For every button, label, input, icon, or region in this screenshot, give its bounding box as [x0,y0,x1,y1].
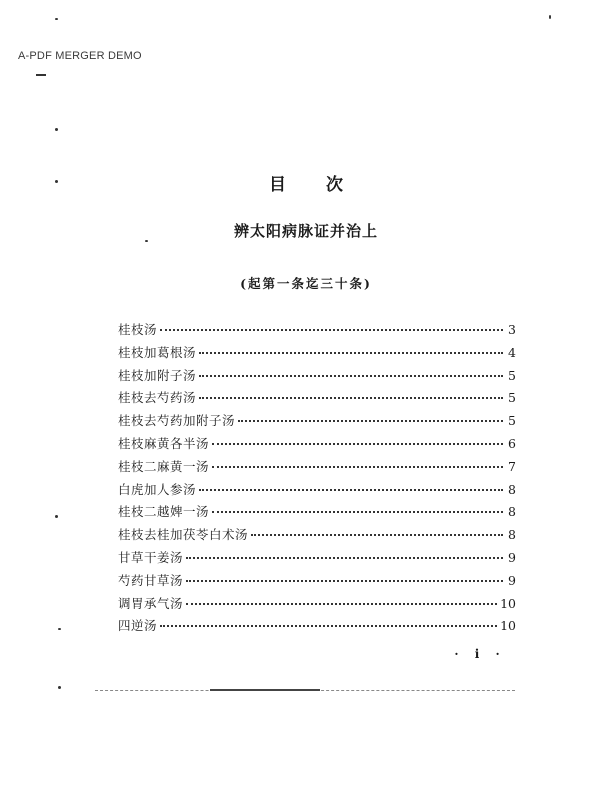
toc-entry-page: 7 [508,458,516,474]
scan-speck [58,628,61,630]
dot-leader [199,352,503,354]
toc-entry[interactable] [118,593,516,616]
dot-leader [186,603,497,605]
page-number: · i · [454,647,506,661]
toc-entry-page: 10 [500,595,516,611]
toc-entry-title: 调胃承气汤 [118,595,184,611]
dot-leader [212,511,503,513]
dot-leader [199,375,503,377]
toc-entry-title: 白虎加人参汤 [118,481,197,497]
toc-entry[interactable] [118,570,516,593]
toc-entry[interactable] [118,433,516,456]
toc-entry-page: 5 [508,413,516,429]
toc-entry-title: 桂枝麻黄各半汤 [118,435,210,451]
dot-leader [212,443,503,445]
scan-speck [55,128,58,131]
dot-leader [160,625,497,627]
footer-rule-dark [210,689,320,691]
toc-entry[interactable] [118,410,516,433]
toc-entry-title: 桂枝加附子汤 [118,367,197,383]
scan-speck [55,18,58,20]
toc-entry-title: 桂枝汤 [118,322,158,337]
toc-entry-page: 6 [508,435,516,451]
dot-leader [251,534,503,536]
toc-entry-page: 9 [508,572,516,588]
toc-entry[interactable] [118,501,516,524]
table-of-contents [118,319,516,638]
page-title: 目次 [269,175,383,195]
dot-leader [212,466,503,468]
toc-entry-title: 桂枝二越婢一汤 [118,504,210,520]
section-heading: 辨太阳病脉证并治上 [233,222,378,240]
toc-entry-page: 3 [508,322,516,337]
scan-speck [58,686,61,689]
toc-entry[interactable] [118,365,516,388]
toc-entry-page: 4 [508,344,516,360]
toc-entry-page: 10 [500,618,516,634]
toc-entry-page: 5 [508,390,516,406]
scan-speck [549,15,551,19]
toc-entry-page: 8 [508,481,516,497]
watermark-text: A-PDF MERGER DEMO [18,50,142,62]
toc-entry[interactable] [118,615,516,638]
dot-leader [160,329,503,331]
toc-entry-title: 甘草干姜汤 [118,549,184,565]
section-subheading: (起第一条迄三十条) [240,276,372,291]
toc-entry-page: 8 [508,527,516,543]
toc-entry[interactable] [118,342,516,365]
toc-entry[interactable] [118,479,516,502]
toc-entry-title: 桂枝加葛根汤 [118,344,197,360]
toc-entry[interactable] [118,387,516,410]
dot-leader [238,420,503,422]
toc-entry[interactable] [118,524,516,547]
toc-entry-title: 桂枝二麻黄一汤 [118,458,210,474]
dot-leader [199,397,503,399]
scan-speck [55,515,58,518]
toc-entry[interactable] [118,547,516,570]
scan-speck [36,74,46,76]
toc-entry-title: 桂枝去芍药汤 [118,390,197,406]
toc-entry-page: 5 [508,367,516,383]
toc-entry-page: 8 [508,504,516,520]
toc-entry-page: 9 [508,549,516,565]
dot-leader [199,489,503,491]
toc-entry[interactable] [118,319,516,342]
toc-entry[interactable] [118,456,516,479]
dot-leader [186,557,503,559]
toc-entry-title: 桂枝去桂加茯苓白术汤 [118,527,249,543]
toc-entry-title: 芍药甘草汤 [118,572,184,588]
dot-leader [186,580,503,582]
toc-entry-title: 四逆汤 [118,618,158,634]
toc-entry-title: 桂枝去芍药加附子汤 [118,413,236,429]
